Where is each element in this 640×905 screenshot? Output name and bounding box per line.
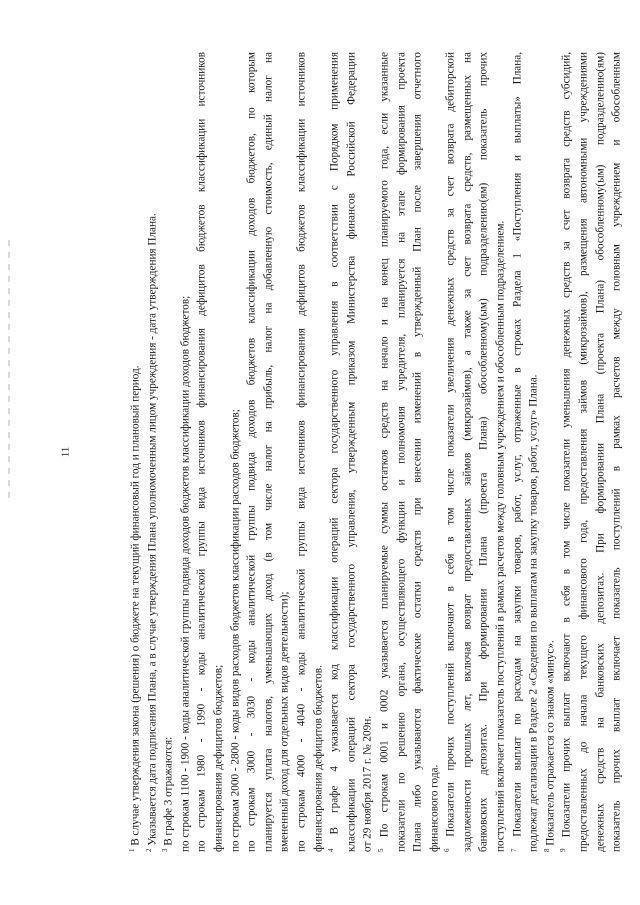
footnote-line [393, 52, 410, 852]
footnote-text: финансирования дефицитов бюджетов; [212, 664, 225, 852]
footnote-line [161, 52, 178, 852]
footnote-text: финансового года. [428, 764, 441, 852]
footnote-text: по строкам 1100 - 1900 - коды аналитической группы подвида доходов бюджетов классификации доходов бюджетов; [179, 295, 192, 852]
footnote-line [343, 52, 360, 852]
footnote-text: В случае утверждения закона (решения) о бюджете на текущий финансовый год и плановый период. [129, 365, 142, 849]
footnote-text: показатель прочих выплат включает показатель поступлений в рамках расчетов между головным учреждением и обособленным [610, 52, 623, 852]
footnote-text: Показатель отражается со знаком «минус». [544, 640, 557, 849]
footnote-text: задолженности прошлых лет, включая возврат предоставленных займов (микрозаймов), а также за счет возврата средств, размещенных на [461, 52, 474, 852]
footnote-marker: 7 [509, 848, 518, 852]
footnote-text: по строкам 2000 - 2800 - коды видов расходов бюджетов классификации расходов бюджетов; [229, 409, 242, 852]
footnote-line [177, 52, 194, 852]
footnote-line [144, 52, 161, 852]
footnote-marker: 9 [559, 848, 568, 852]
footnote-text: денежных средств на банковских депозитах. При формировании Плана (проекта Плана) обособленному(ым) подразделению(ям) [594, 52, 607, 852]
footnotes-list [128, 52, 626, 852]
footnote-line [210, 52, 227, 852]
footnote-line [542, 52, 559, 852]
footnote-text: планируется уплата налогов, уменьшающих доход (в том числе налог на прибыль, налог на добавленную стоимость, единый налог на [262, 52, 275, 852]
footnote-marker: 3 [160, 848, 169, 852]
footnote-text: поступлений включает показатель поступлений в рамках расчетов между головным учреждением и обособленным подразделением. [494, 220, 507, 852]
footnote-text: по строкам 3000 - 3030 - коды аналитической группы подвида доходов бюджетов классификации доходов бюджетов, по которым [245, 52, 258, 852]
footnote-text: по строкам 1980 - 1990 - коды аналитической группы вида источников финансирования дефицитов бюджетов классификации источников [195, 52, 208, 852]
footnote-line [592, 52, 609, 852]
footnote-marker: 1 [127, 848, 136, 852]
rotated-content [58, 52, 623, 852]
footnote-text: Указывается дата подписания Плана, а в случае утверждения Плана уполномоченным лицом учреждения - дата утверждения Плана. [146, 213, 159, 849]
footnote-text: классификации операций сектора государственного управления, утвержденным приказом Министерства финансов Российской Федерации [345, 52, 358, 852]
footnote-text: подлежат детализации в Разделе 2 «Сведения по выплатам на закупку товаров, работ, услуг» Плана. [527, 374, 540, 852]
footnote-text: банковских депозитах. При формировании Плана (проекта Плана) обособленному(ым) подразделению(ям) показатель прочих [477, 52, 490, 852]
footnote-line [410, 52, 427, 852]
footnote-line [576, 52, 593, 852]
footnote-line [227, 52, 244, 852]
footnote-line [310, 52, 327, 852]
footnote-text: Показатели прочих поступлений включают в себя в том числе показатели увеличения денежных средств за счет возврата дебиторской [444, 52, 457, 849]
footnote-text: финансирования дефицитов бюджетов. [312, 665, 325, 852]
footnote-text: В графе 4 указывается код классификации операций сектора государственного управления в соответствии с Порядком применения [328, 52, 341, 849]
footnote-line [426, 52, 443, 852]
footnote-line [260, 52, 277, 852]
footnote-line [244, 52, 261, 852]
footnote-text: от 29 ноября 2017 г. № 209н. [361, 716, 374, 852]
footnote-text: В графе 3 отражаются: [162, 736, 175, 849]
footnote-text: предоставленных до начала текущего финансового года, предоставления займов (микрозаймов), размещения автономными учреждениями [577, 52, 590, 852]
footnote-text: показатели по решению органа, осуществляющего функции и полномочия учредителя, планируется на этапе формирования проекта [395, 52, 407, 852]
footnote-line [459, 52, 476, 852]
footnote-marker: 8 [542, 848, 551, 852]
footnote-marker: 5 [376, 848, 385, 852]
footnote-line [509, 52, 526, 852]
footnote-line [559, 52, 576, 852]
footnote-text: Плана либо указываются фактические остатки средств при внесении изменений в утвержденный План после завершения отчетного [411, 52, 424, 852]
footnote-line [293, 52, 310, 852]
footnote-text: вмененный доход для отдельных видов деятельности); [278, 591, 291, 852]
footnote-text: Показатели выплат по расходам на закупки товаров, работ, услуг, отраженные в строках Раздела 1 «Поступления и выплаты» Плана, [511, 52, 524, 849]
footnote-text: Показатели прочих выплат включают в себя в том числе показатели уменьшения денежных средств за счет возврата средств субсидий, [560, 52, 573, 849]
footnote-line [476, 52, 493, 852]
footnote-line [443, 52, 460, 852]
footnote-text: по строкам 4000 - 4040 - коды аналитической группы вида источников финансирования дефицитов бюджетов классификации источников [295, 52, 308, 852]
footnote-text: По строкам 0001 и 0002 указывается планируемые суммы остатков средств на начало и на конец планируемого года, если указанные [378, 52, 391, 849]
footnote-line [376, 52, 393, 852]
page-number: 11 [59, 446, 72, 458]
footnote-line [609, 52, 626, 852]
footnote-marker: 4 [326, 848, 335, 852]
footnote-line [327, 52, 344, 852]
footnote-line [277, 52, 294, 852]
footnote-line [360, 52, 377, 852]
footnote-marker: 6 [443, 848, 452, 852]
footnote-line [526, 52, 543, 852]
footnote-line [128, 52, 145, 852]
footnote-line [493, 52, 510, 852]
footnote-line [194, 52, 211, 852]
scan-margin-mark [8, 240, 10, 500]
footnote-marker: 2 [144, 848, 153, 852]
